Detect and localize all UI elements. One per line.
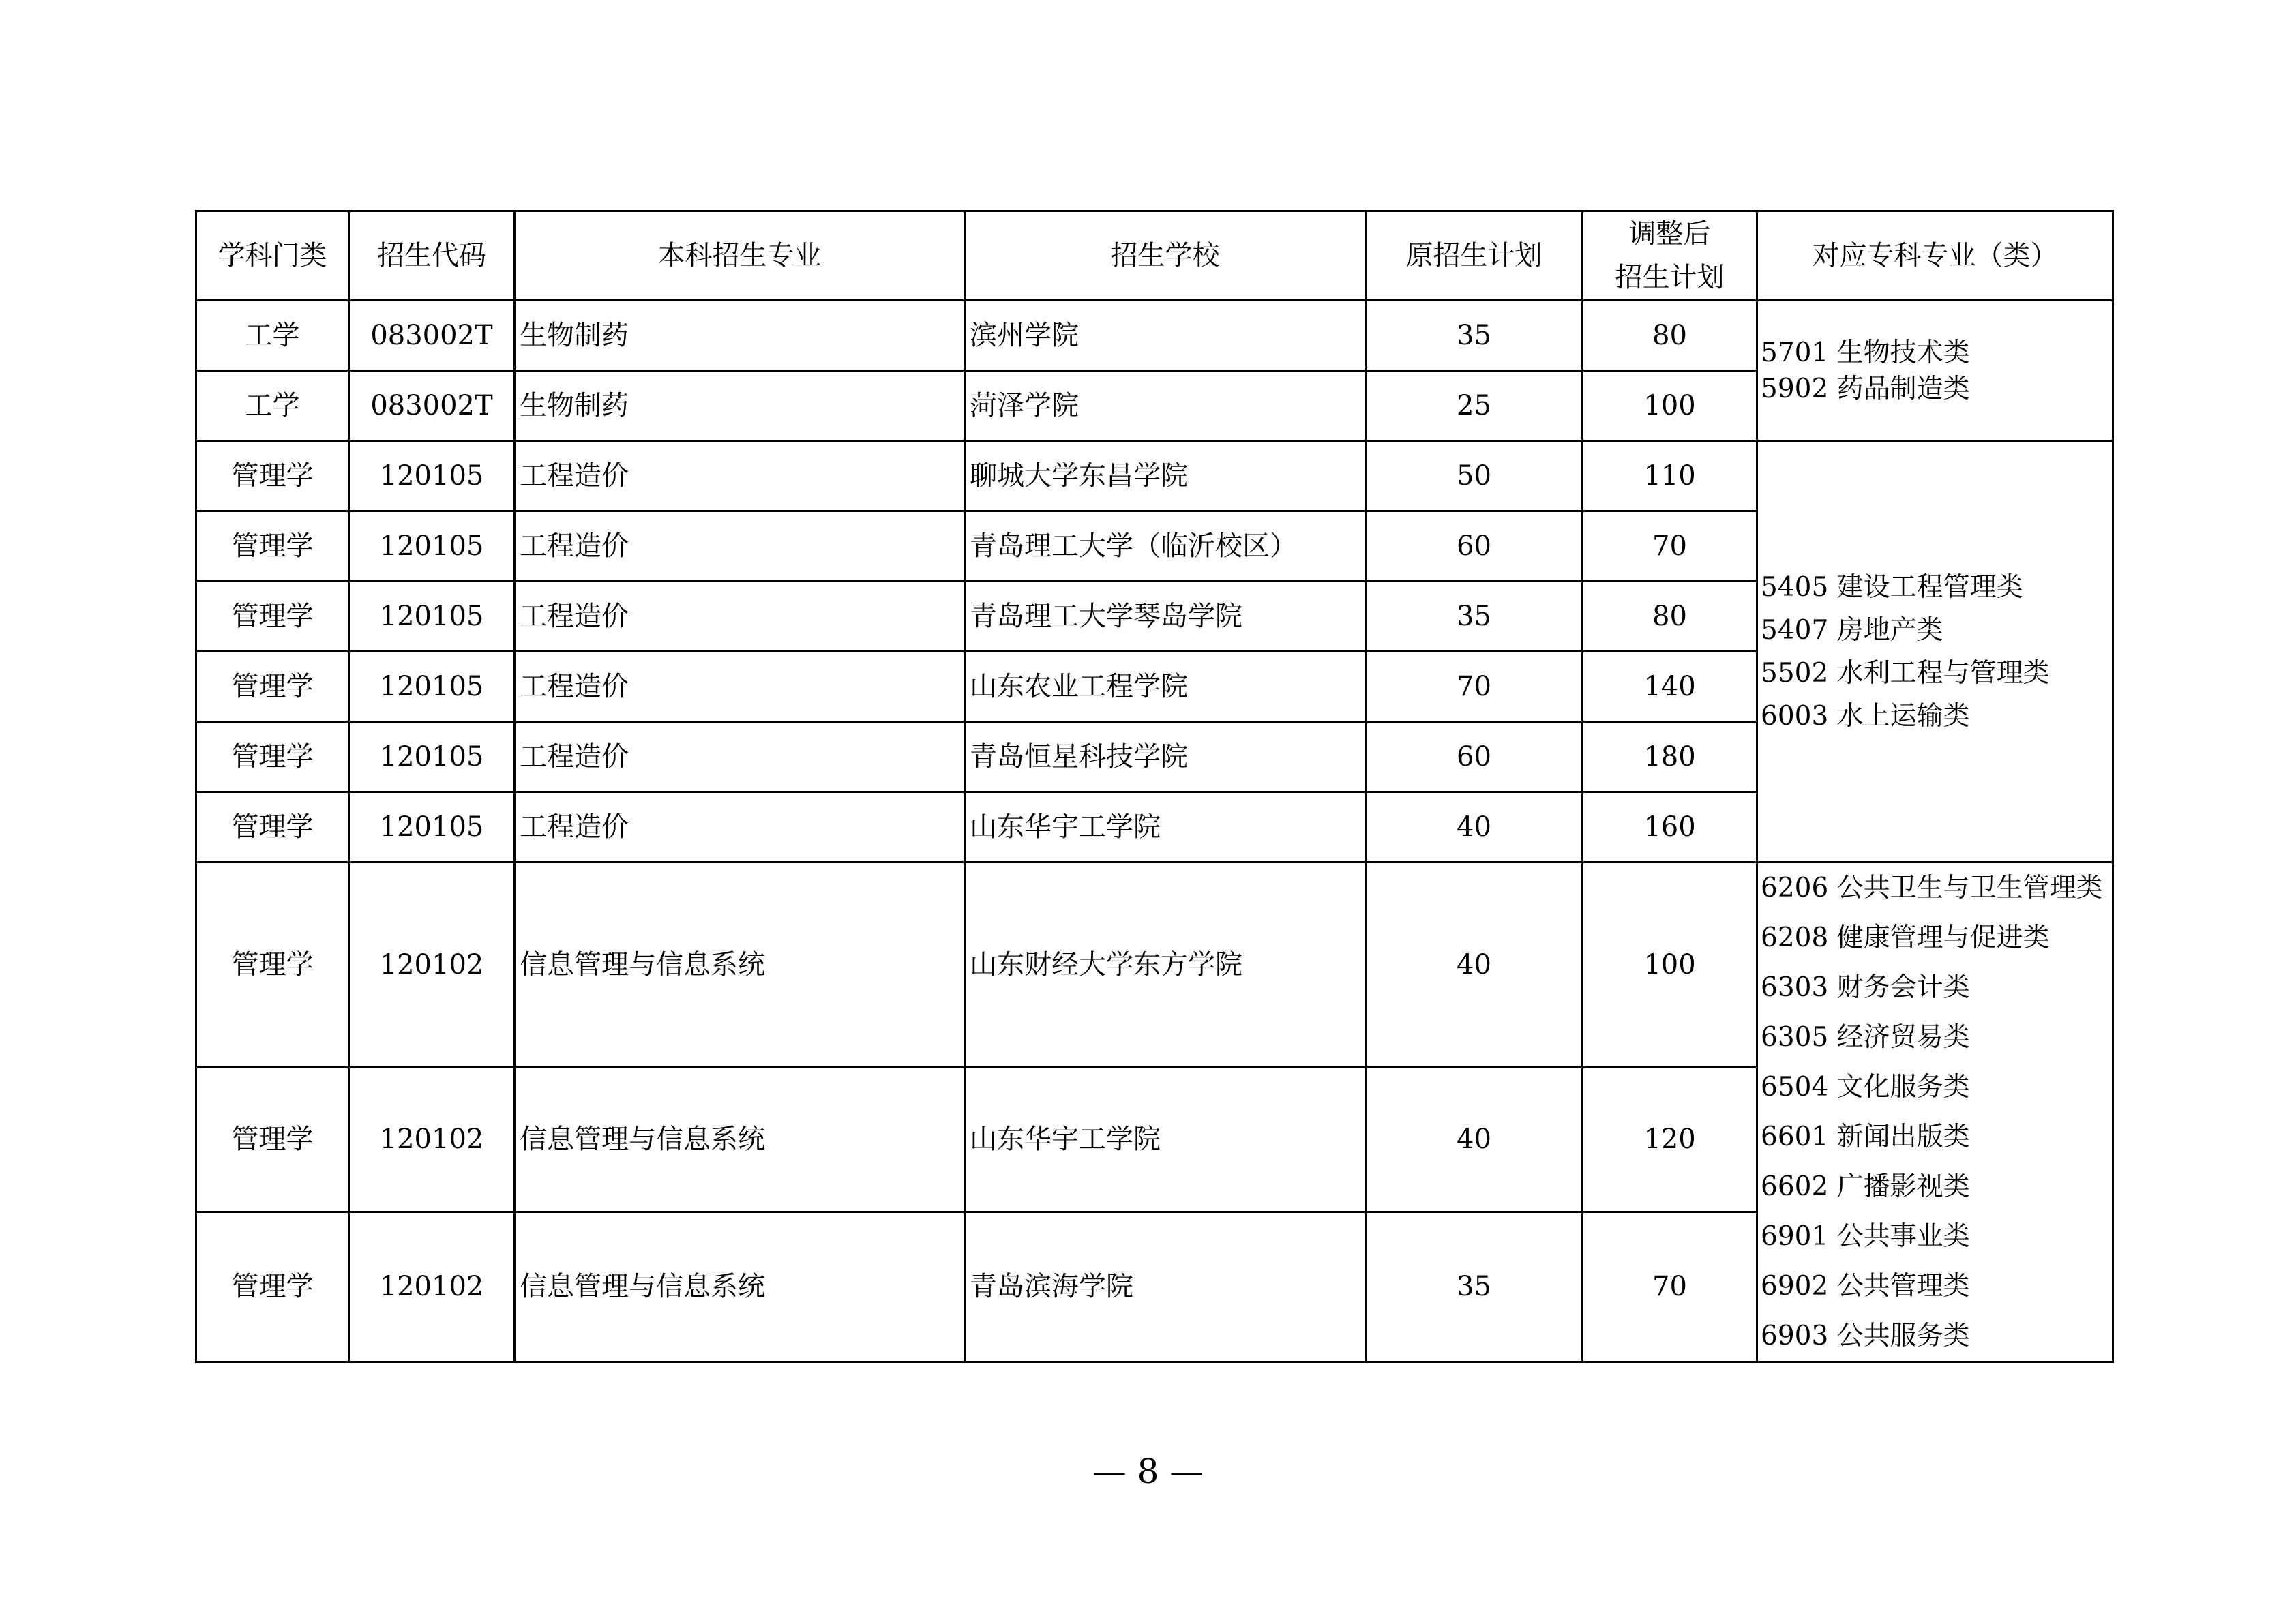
related-major: 5407 房地产类: [1761, 614, 1943, 646]
table-header-row: [196, 211, 2113, 301]
admission-plan-table: [195, 210, 2114, 1363]
related-major: 6901 公共事业类: [1761, 1221, 1970, 1252]
cell-discipline: 管理学: [196, 1067, 349, 1212]
table-row: [196, 862, 2113, 1068]
table-row: [196, 301, 2113, 371]
cell-discipline: 管理学: [196, 582, 349, 652]
cell-major: 生物制药: [515, 371, 965, 441]
cell-discipline: 管理学: [196, 722, 349, 792]
related-major: 6601 新闻出版类: [1761, 1122, 1970, 1152]
related-major: 6003 水上运输类: [1761, 700, 1970, 732]
header-adjusted-plan: [1583, 211, 1757, 301]
cell-adjusted-plan: 80: [1583, 582, 1757, 652]
related-major: 6504 文化服务类: [1761, 1072, 1970, 1102]
cell-discipline: 管理学: [196, 652, 349, 722]
cell-major: 工程造价: [515, 441, 965, 511]
cell-code: 083002T: [349, 301, 515, 371]
related-major: 6303 财务会计类: [1761, 972, 1970, 1003]
cell-adjusted-plan: 180: [1583, 722, 1757, 792]
cell-code: 120105: [349, 441, 515, 511]
header-adjusted-plan-line2: 招生计划: [1615, 262, 1725, 293]
cell-school: 滨州学院: [965, 301, 1366, 371]
cell-original-plan: 70: [1366, 652, 1583, 722]
cell-adjusted-plan: 110: [1583, 441, 1757, 511]
cell-code: 083002T: [349, 371, 515, 441]
related-major: 5701 生物技术类: [1761, 337, 1970, 368]
cell-discipline: 管理学: [196, 1212, 349, 1362]
cell-code: 120102: [349, 1212, 515, 1362]
related-major: 6305 经济贸易类: [1761, 1022, 1970, 1053]
cell-code: 120105: [349, 722, 515, 792]
cell-discipline: 工学: [196, 301, 349, 371]
cell-original-plan: 40: [1366, 792, 1583, 862]
related-major: 6208 健康管理与促进类: [1761, 922, 2050, 953]
header-school: 招生学校: [965, 211, 1366, 301]
header-related-majors: 对应专科专业（类）: [1757, 211, 2113, 301]
cell-major: 信息管理与信息系统: [515, 1212, 965, 1362]
header-major: 本科招生专业: [515, 211, 965, 301]
cell-original-plan: 35: [1366, 1212, 1583, 1362]
cell-discipline: 管理学: [196, 862, 349, 1068]
cell-major: 信息管理与信息系统: [515, 1067, 965, 1212]
related-major: 6602 广播影视类: [1761, 1171, 1970, 1202]
cell-major: 工程造价: [515, 652, 965, 722]
cell-major: 工程造价: [515, 582, 965, 652]
cell-adjusted-plan: 160: [1583, 792, 1757, 862]
cell-school: 青岛滨海学院: [965, 1212, 1366, 1362]
header-original-plan: 原招生计划: [1366, 211, 1583, 301]
cell-code: 120105: [349, 582, 515, 652]
cell-adjusted-plan: 120: [1583, 1067, 1757, 1212]
header-discipline: 学科门类: [196, 211, 349, 301]
cell-adjusted-plan: 70: [1583, 511, 1757, 582]
related-major: 6902 公共管理类: [1761, 1271, 1970, 1302]
cell-discipline: 管理学: [196, 792, 349, 862]
cell-school: 聊城大学东昌学院: [965, 441, 1366, 511]
cell-school: 菏泽学院: [965, 371, 1366, 441]
cell-major: 工程造价: [515, 722, 965, 792]
cell-related-majors: [1757, 441, 2113, 862]
cell-school: 青岛理工大学（临沂校区）: [965, 511, 1366, 582]
cell-related-majors: [1757, 862, 2113, 1362]
header-code: 招生代码: [349, 211, 515, 301]
cell-discipline: 管理学: [196, 511, 349, 582]
cell-code: 120105: [349, 652, 515, 722]
cell-adjusted-plan: 70: [1583, 1212, 1757, 1362]
cell-original-plan: 60: [1366, 722, 1583, 792]
page-number: — 8 —: [1092, 1452, 1204, 1491]
cell-code: 120105: [349, 511, 515, 582]
cell-original-plan: 40: [1366, 1067, 1583, 1212]
related-major: 6903 公共服务类: [1761, 1321, 1970, 1351]
table-row: [196, 441, 2113, 511]
cell-school: 青岛恒星科技学院: [965, 722, 1366, 792]
cell-original-plan: 40: [1366, 862, 1583, 1068]
cell-adjusted-plan: 100: [1583, 862, 1757, 1068]
related-major: 6206 公共卫生与卫生管理类: [1761, 873, 2103, 903]
cell-school: 山东农业工程学院: [965, 652, 1366, 722]
header-adjusted-plan-line1: 调整后: [1628, 218, 1711, 250]
cell-original-plan: 50: [1366, 441, 1583, 511]
cell-major: 工程造价: [515, 792, 965, 862]
cell-code: 120105: [349, 792, 515, 862]
cell-discipline: 工学: [196, 371, 349, 441]
cell-school: 山东华宇工学院: [965, 792, 1366, 862]
cell-major: 生物制药: [515, 301, 965, 371]
cell-major: 工程造价: [515, 511, 965, 582]
cell-related-majors: [1757, 301, 2113, 441]
cell-original-plan: 25: [1366, 371, 1583, 441]
related-major: 5405 建设工程管理类: [1761, 571, 2023, 603]
cell-discipline: 管理学: [196, 441, 349, 511]
cell-original-plan: 35: [1366, 301, 1583, 371]
cell-school: 山东华宇工学院: [965, 1067, 1366, 1212]
related-major: 5902 药品制造类: [1761, 373, 1970, 404]
cell-major: 信息管理与信息系统: [515, 862, 965, 1068]
cell-original-plan: 35: [1366, 582, 1583, 652]
cell-original-plan: 60: [1366, 511, 1583, 582]
cell-adjusted-plan: 80: [1583, 301, 1757, 371]
cell-adjusted-plan: 140: [1583, 652, 1757, 722]
cell-school: 青岛理工大学琴岛学院: [965, 582, 1366, 652]
cell-code: 120102: [349, 1067, 515, 1212]
cell-school: 山东财经大学东方学院: [965, 862, 1366, 1068]
related-major: 5502 水利工程与管理类: [1761, 657, 2050, 689]
cell-adjusted-plan: 100: [1583, 371, 1757, 441]
cell-code: 120102: [349, 862, 515, 1068]
